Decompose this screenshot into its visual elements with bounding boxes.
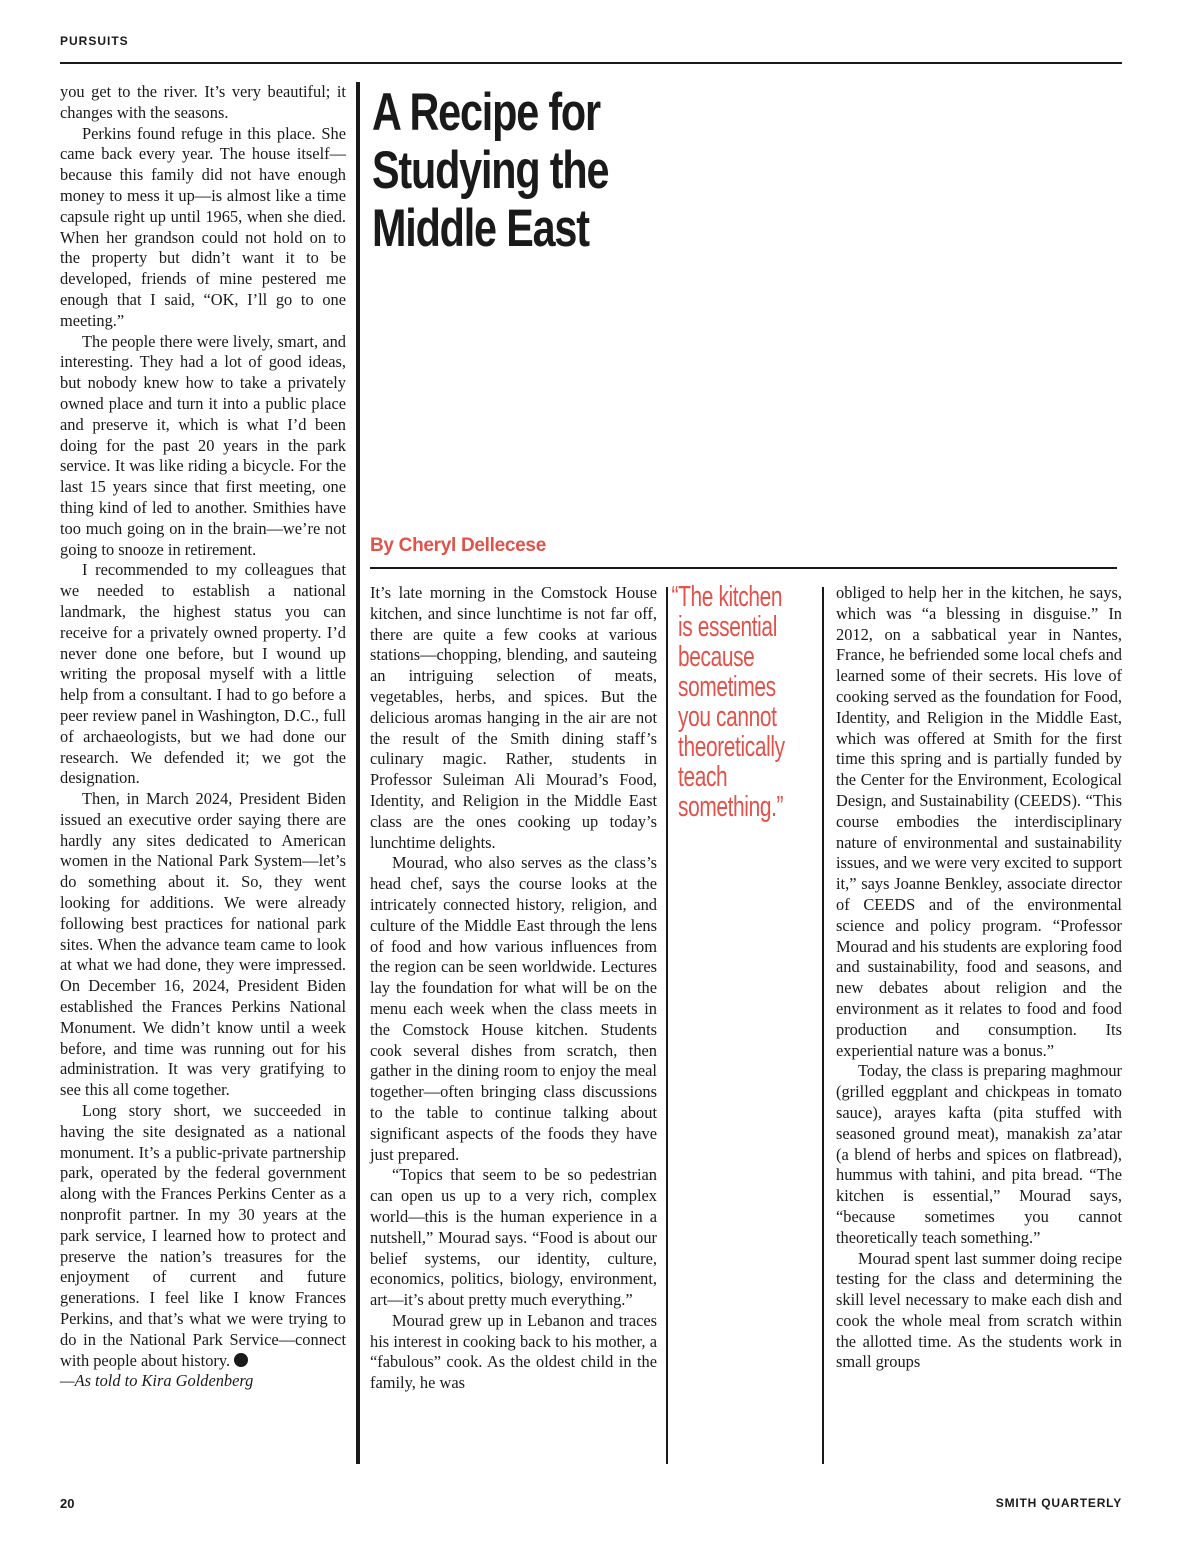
paragraph: Today, the class is preparing maghmour (grilled eggplant and chickpeas in tomato sauce), arayes kafta (pita stuffed with seasoned ground meat), manakish za’atar (a blend of herbs and spices on flatbread), hummus with tahini, and pita bread. “The kitchen is essential,” Mourad says, “because sometimes you cannot theoretically teach something.” <box>836 1061 1122 1247</box>
page-number: 20 <box>60 1496 75 1511</box>
paragraph: Perkins found refuge in this place. She came back every year. The house itself—because this family did not have enough money to mess it up—is almost like a time capsule right up until 1965, when she died. When her grandson could not hold on to the property but didn’t want it to be developed, friends of mine pestered me enough that I said, “OK, I’ll go to one meeting.” <box>60 123 346 330</box>
paragraph: Mourad spent last summer doing recipe testing for the class and determining the skill level necessary to make each dish and cook the whole meal from scratch within the allotted time. As the students work in small groups <box>836 1248 1122 1372</box>
paragraph: I recommended to my colleagues that we needed to establish a national landmark, the highest status you can receive for a privately owned property. I’d never done one before, but I wound up writing the proposal myself with a little help from a consultant. I had to go before a peer review panel in Washington, D.C., full of archaeologists, but we had done our research. We defended it; we got the designation. <box>60 560 346 788</box>
paragraph: “Topics that seem to be so pedestrian can open us up to a very rich, complex world—this is the human experience in a nutshell,” Mourad says. “Food is about our belief systems, our identity, culture, economics, politics, biology, environment, art—it’s about pretty much everything.” <box>370 1165 657 1310</box>
paragraph: Mourad, who also serves as the class’s head chef, says the course looks at the intricately connected history, religion, and culture of the Middle East through the lens of food and how various influences from the region can be seen worldwide. Lectures lay the foundation for what will be on the menu each week when the class meets in the Comstock House kitchen. Students cook several dishes from scratch, then gather in the dining room to enjoy the meal together—often bringing class discussions to the table to continue talking about significant aspects of the foods they have just prepared. <box>370 853 657 1164</box>
paragraph: you get to the river. It’s very beautiful; it changes with the seasons. <box>60 82 346 122</box>
paragraph-last <box>60 1101 346 1371</box>
article-headline: A Recipe for Studying the Middle East <box>372 83 609 258</box>
pullquote-line: teach <box>678 761 728 793</box>
body-column-2 <box>370 583 657 1394</box>
attribution: —As told to Kira Goldenberg <box>60 1371 254 1391</box>
paragraph: The people there were lively, smart, and interesting. They had a lot of good ideas, but nobody knew how to take a privately owned place and turn it into a public place and preserve it, which is what I’d been doing for the past 20 years in the park service. It was like riding a bicycle. For the last 15 years since that first meeting, one thing kind of led to another. Smithies have too much going on in the brain—we’re not going to snooze in retirement. <box>60 331 346 559</box>
pullquote-line: because <box>678 641 755 673</box>
body-column-3 <box>836 583 1122 1373</box>
paragraph: Then, in March 2024, President Biden issued an executive order saying there are hardly any sites dedicated to American women in the National Park System—let’s do something about it. So, they went looking for additions. We were already following best practices for national park sites. When the advance team came to look at what we had done, they were impressed. On December 16, 2024, President Biden established the Frances Perkins National Monument. We didn’t know until a week before, and time was running out for his administration. It was very gratifying to see this all come together. <box>60 789 346 1100</box>
paragraph-text: Long story short, we succeeded in having the site designated as a national monument. It’s a public-private partnership park, operated by the federal government along with the Frances Perkins Center as a nonprofit partner. In my 30 years at the park service, I learned how to protect and preserve the nation’s treasures for the enjoyment of current and future generations. I feel like I know Frances Perkins, and that’s what we were trying to do in the National Park Service—connect with people about history. <box>60 1101 346 1370</box>
column-divider <box>356 82 360 1464</box>
previous-story-column <box>60 82 346 1392</box>
byline: By Cheryl Dellecese <box>370 535 546 556</box>
paragraph: It’s late morning in the Comstock House kitchen, and since lunchtime is not far off, there are quite a few cooks at various stations—chopping, blending, and sauteing an intriguing selection of meats, vegetables, herbs, and spices. But the delicious aromas hanging in the air are not the result of the Smith dining staff’s culinary magic. Rather, students in Professor Suleiman Ali Mourad’s Food, Identity, and Religion in the Middle East class are the ones cooking up today’s lunchtime delights. <box>370 583 657 852</box>
pullquote-line: you cannot <box>678 701 777 733</box>
pullquote <box>671 581 785 823</box>
paragraph: Mourad grew up in Lebanon and traces his interest in cooking back to his mother, a “fabulous” cook. As the oldest child in the family, he was <box>370 1310 657 1393</box>
publication-name: SMITH QUARTERLY <box>995 1496 1122 1510</box>
pullquote-rule-left <box>666 587 668 1464</box>
top-rule <box>60 62 1122 64</box>
end-mark-icon <box>234 1353 248 1367</box>
pullquote-line: something.” <box>678 791 784 823</box>
pullquote-line: “The kitchen <box>671 581 783 613</box>
pullquote-line: sometimes <box>678 671 776 703</box>
byline-rule <box>370 567 1117 569</box>
pullquote-rule-right <box>822 587 824 1464</box>
paragraph: obliged to help her in the kitchen, he says, which was “a blessing in disguise.” In 2012, on a sabbatical year in Nantes, France, he befriended some local chefs and learned some of their secrets. His love of cooking served as the foundation for Food, Identity, and Religion in the Middle East, which was offered at Smith for the first time this spring and is partially funded by the Center for the Environment, Ecological Design, and Sustainability (CEEDS). “This course embodies the interdisciplinary nature of environmental and sustainability issues, and we were very excited to support it,” says Joanne Benkley, associate director of CEEDS and of the environmental science and policy program. “Professor Mourad and his students are exploring food and sustainability, food and seasons, and new debates about religion and the environment as it relates to food and food production and consumption. Its experiential nature was a bonus.” <box>836 583 1122 1060</box>
section-label: PURSUITS <box>60 34 129 48</box>
pullquote-line: is essential <box>678 611 777 643</box>
pullquote-line: theoretically <box>678 731 785 763</box>
